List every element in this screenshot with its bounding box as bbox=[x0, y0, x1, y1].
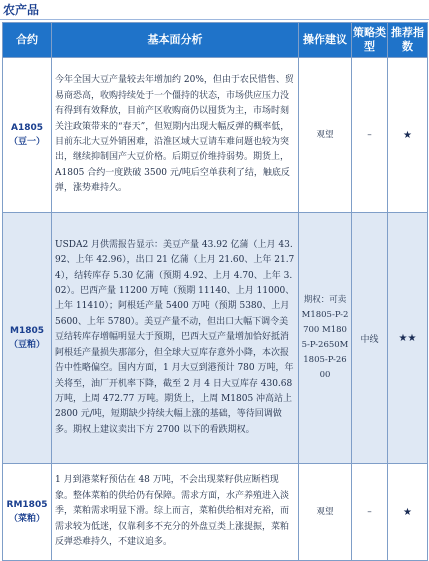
table-header-row bbox=[3, 23, 428, 58]
strategy-cell: – bbox=[352, 464, 388, 561]
contract-code: RM1805 bbox=[6, 500, 48, 510]
analysis-cell: 今年全国大豆产量较去年增加约 20%，但由于农民惜售、贸易商恐高，收购持续处于一个僵持的状态，市场供应压力没有得到有效释放，目前产区收购商仍以囤货为主，市场时刻关注政策带来的“春天”，但短期内出现大幅反弹的概率低，目前东北大豆外销困难，沿淮区域大豆请车难问题也较为突出，继续抑制国产大豆价格。后期豆价维持弱势。期货上，A1805 合约一度跌破 3500 元/吨后空单获利了结，触底反弹，涨势难持久。 bbox=[52, 58, 299, 213]
suggestion-cell: 观望 bbox=[299, 464, 352, 561]
rating-cell: ★ bbox=[388, 58, 428, 213]
rating-cell: ★★ bbox=[388, 213, 428, 464]
contract-name: （菜粕） bbox=[8, 514, 45, 524]
strategy-cell: 中线 bbox=[352, 213, 388, 464]
rating-cell: ★ bbox=[388, 464, 428, 561]
analysis-cell: 1 月到港菜籽预估在 48 万吨，不会出现菜籽供应断档现象。整体菜粕的供给仍有保障。需求方面，水产养殖进入淡季，菜粕需求明显下滑。综上而言，菜粕供给相对充裕，而需求较为低迷，仅靠利多不充分的外盘豆类上涨提振，菜粕反弹恐难持久，不建议追多。 bbox=[52, 464, 299, 561]
table-row bbox=[3, 464, 428, 561]
header-analysis: 基本面分析 bbox=[52, 23, 299, 58]
table-row bbox=[3, 58, 428, 213]
suggestion-cell: 观望 bbox=[299, 58, 352, 213]
header-contract: 合约 bbox=[3, 23, 52, 58]
strategy-table bbox=[2, 22, 428, 561]
analysis-cell: USDA2 月供需报告显示：美豆产量 43.92 亿蒲（上月 43.92、上年 42.96），出口 21 亿蒲（上月 21.60、上年 21.74），结转库存 5.30 亿蒲（预期 4.92、上月 4.70、上年 3.02）。巴西产量 11200 万吨（预期 11140、上月 11000、上年 11410）；阿根廷产量 5400 万吨（预期 5380、上月 5600、上年 5780）。美豆产量不动，但出口大幅下调令美豆结转库存增幅明显大于预期，巴西大豆产量增加恰好抵消阿根廷产量损失那部分，但全球大豆库存意外小降，本次报告中性略偏空。国内方面，1 月大豆到港预计 780 万吨，年关将至，油厂开机率下降，截至 2 月 4 日大豆库存 430.68 万吨，上周 472.77 万吨。期货上，上周 M1805 冲高站上 2800 元/吨，短期缺少持续大幅上涨的基础，等待回调做多。期权上建议卖出下方 2700 以下的看跌期权。 bbox=[52, 213, 299, 464]
contract-code: A1805 bbox=[10, 123, 43, 133]
section-title: 农产品 bbox=[3, 3, 40, 17]
header-strategy: 策略类型 bbox=[352, 23, 388, 58]
table-row bbox=[3, 213, 428, 464]
contract-cell bbox=[3, 58, 52, 213]
contract-cell bbox=[3, 213, 52, 464]
contract-name: （豆粕） bbox=[8, 340, 45, 350]
header-rating: 推荐指数 bbox=[388, 23, 428, 58]
header-suggestion: 操作建议 bbox=[299, 23, 352, 58]
strategy-cell: – bbox=[352, 58, 388, 213]
contract-name: （豆一） bbox=[8, 137, 45, 147]
suggestion-cell: 期权：可卖M1805-P-2700 M1805-P-2650M1805-P-2600 bbox=[299, 213, 352, 464]
title-divider bbox=[0, 19, 429, 20]
contract-cell bbox=[3, 464, 52, 561]
contract-code: M1805 bbox=[9, 326, 44, 336]
